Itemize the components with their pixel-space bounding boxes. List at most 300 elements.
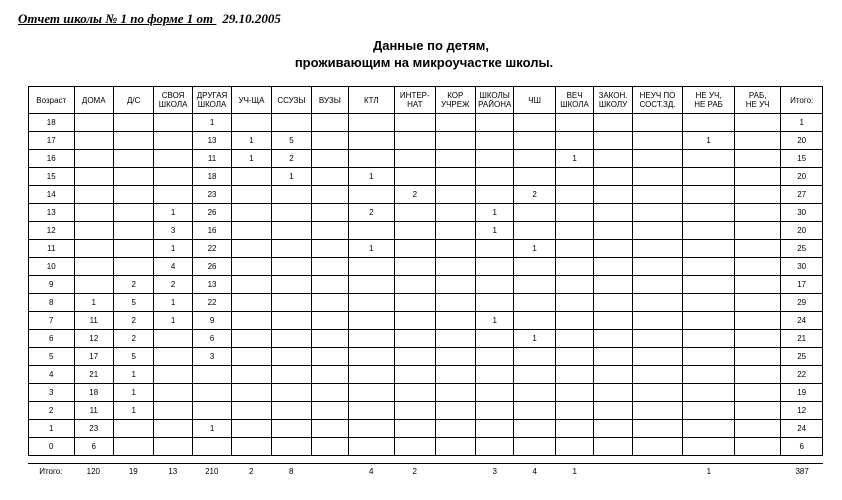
table-cell [555, 276, 593, 294]
total-cell: 387 [795, 466, 809, 476]
column-header-line: ДОМА [81, 95, 106, 105]
table-cell: 17 [74, 348, 113, 366]
table-cell [435, 186, 475, 204]
table-cell: 26 [192, 204, 231, 222]
table-cell [395, 222, 435, 240]
table-cell [113, 186, 153, 204]
table-cell [632, 384, 683, 402]
table-cell [154, 402, 192, 420]
column-header-line: Д/С [126, 95, 141, 105]
table-cell: 22 [781, 366, 823, 384]
table-cell [113, 258, 153, 276]
table-cell [475, 384, 513, 402]
age-cell: 0 [29, 438, 75, 456]
total-cell [735, 464, 782, 479]
table-row [29, 114, 823, 132]
table-cell: 2 [113, 276, 153, 294]
table-cell [232, 168, 271, 186]
table-cell [232, 402, 271, 420]
age-cell: 13 [29, 204, 75, 222]
table-cell [192, 384, 231, 402]
table-cell: 1 [348, 168, 395, 186]
table-cell [594, 186, 632, 204]
table-cell [435, 384, 475, 402]
table-cell [271, 348, 311, 366]
table-cell [271, 186, 311, 204]
age-cell: 5 [29, 348, 75, 366]
table-cell [734, 204, 781, 222]
table-cell: 11 [74, 402, 113, 420]
table-row [29, 402, 823, 420]
column-header-line: ЗАКОН. [598, 91, 628, 100]
table-cell [594, 150, 632, 168]
table-cell [312, 384, 348, 402]
table-cell [514, 276, 555, 294]
table-cell [348, 258, 395, 276]
column-header-line: НЕ УЧ, [695, 91, 722, 100]
table-cell [348, 402, 395, 420]
table-cell: 9 [192, 312, 231, 330]
table-cell: 1 [232, 132, 271, 150]
table-row [29, 438, 823, 456]
table-cell [632, 222, 683, 240]
table-cell [514, 420, 555, 438]
table-cell [734, 168, 781, 186]
table-cell [632, 204, 683, 222]
column-header-line: УЧРЕЖ [441, 100, 470, 109]
table-cell [232, 276, 271, 294]
table-cell [734, 420, 781, 438]
table-cell: 1 [192, 420, 231, 438]
table-cell [435, 438, 475, 456]
table-row [29, 330, 823, 348]
table-cell [74, 240, 113, 258]
table-cell [232, 240, 271, 258]
table-cell [594, 132, 632, 150]
table-cell [395, 384, 435, 402]
column-header [475, 87, 513, 114]
table-cell [154, 366, 192, 384]
table-cell: 2 [348, 204, 395, 222]
table-cell: 1 [475, 312, 513, 330]
table-cell [435, 258, 475, 276]
table-cell: 3 [192, 348, 231, 366]
table-cell [113, 168, 153, 186]
table-cell [475, 150, 513, 168]
table-cell [395, 438, 435, 456]
total-cell [311, 464, 347, 479]
table-cell: 23 [192, 186, 231, 204]
table-cell [594, 420, 632, 438]
table-cell [74, 150, 113, 168]
table-cell [232, 204, 271, 222]
table-cell [514, 438, 555, 456]
column-header [435, 87, 475, 114]
table-cell [632, 402, 683, 420]
table-cell [435, 312, 475, 330]
table-cell [312, 258, 348, 276]
table-cell [348, 312, 395, 330]
table-cell [435, 402, 475, 420]
age-cell: 7 [29, 312, 75, 330]
table-cell: 2 [113, 312, 153, 330]
table-cell [514, 294, 555, 312]
table-cell: 18 [192, 168, 231, 186]
table-cell [271, 276, 311, 294]
table-cell: 2 [154, 276, 192, 294]
title-line-1: Данные по детям, [372, 38, 490, 53]
column-header-line: ССУЗЫ [277, 95, 306, 105]
table-cell [348, 132, 395, 150]
table-cell [475, 258, 513, 276]
table-cell [734, 330, 781, 348]
total-cell [632, 464, 683, 479]
table-cell [475, 330, 513, 348]
table-cell [312, 240, 348, 258]
table-cell [632, 240, 683, 258]
table-cell: 6 [781, 438, 823, 456]
table-cell [594, 438, 632, 456]
table-cell [74, 258, 113, 276]
table-cell [594, 240, 632, 258]
table-cell [348, 222, 395, 240]
table-cell [348, 384, 395, 402]
column-header-line: СОСТ.ЗД. [639, 100, 676, 109]
table-cell [271, 240, 311, 258]
table-cell [683, 240, 735, 258]
column-header [348, 87, 395, 114]
column-header-line: СВОЯ [161, 91, 185, 100]
table-cell: 24 [781, 420, 823, 438]
table-cell [113, 222, 153, 240]
table-cell [271, 204, 311, 222]
table-cell [395, 150, 435, 168]
table-cell [683, 150, 735, 168]
report-label: Отчет школы № 1 по форме 1 от [18, 11, 217, 26]
table-cell [312, 420, 348, 438]
table-cell [232, 294, 271, 312]
table-cell [232, 186, 271, 204]
age-cell: 10 [29, 258, 75, 276]
table-cell [734, 258, 781, 276]
table-cell [312, 366, 348, 384]
table-cell [435, 294, 475, 312]
table-cell [683, 438, 735, 456]
table-cell [395, 276, 435, 294]
column-header-line: ДРУГАЯ [196, 91, 228, 100]
table-cell [555, 384, 593, 402]
table-cell [154, 186, 192, 204]
table-cell [271, 114, 311, 132]
table-cell [435, 168, 475, 186]
table-cell [514, 114, 555, 132]
table-cell [475, 420, 513, 438]
column-header [312, 87, 348, 114]
column-header [113, 87, 153, 114]
table-cell [555, 294, 593, 312]
totals-table [28, 463, 823, 478]
table-cell [555, 240, 593, 258]
table-cell [232, 348, 271, 366]
table-cell [154, 330, 192, 348]
table-cell [312, 294, 348, 312]
table-cell: 3 [154, 222, 192, 240]
table-row [29, 132, 823, 150]
table-cell [271, 420, 311, 438]
column-header [594, 87, 632, 114]
table-cell: 26 [192, 258, 231, 276]
table-cell [271, 384, 311, 402]
table-cell [734, 276, 781, 294]
age-cell: 1 [29, 420, 75, 438]
table-cell [154, 150, 192, 168]
column-header-line: НЕ УЧ [745, 100, 770, 109]
table-cell [683, 330, 735, 348]
age-cell: 9 [29, 276, 75, 294]
column-header-line: КОР [447, 91, 464, 100]
table-cell [594, 258, 632, 276]
total-cell: 2 [249, 466, 254, 476]
table-cell [475, 402, 513, 420]
table-cell [395, 366, 435, 384]
table-cell: 22 [192, 240, 231, 258]
table-cell: 30 [781, 204, 823, 222]
table-cell [348, 348, 395, 366]
table-cell [734, 294, 781, 312]
table-cell [113, 132, 153, 150]
table-cell [113, 114, 153, 132]
table-cell [475, 276, 513, 294]
table-cell [683, 348, 735, 366]
table-row [29, 384, 823, 402]
column-header [632, 87, 683, 114]
table-cell [475, 114, 513, 132]
table-cell [734, 150, 781, 168]
table-cell: 2 [271, 150, 311, 168]
table-cell [312, 222, 348, 240]
table-cell [683, 276, 735, 294]
column-header-line: НЕ РАБ [694, 100, 723, 109]
age-cell: 14 [29, 186, 75, 204]
table-cell [632, 348, 683, 366]
table-cell: 19 [781, 384, 823, 402]
total-cell [435, 464, 476, 479]
table-cell [271, 366, 311, 384]
table-cell [594, 294, 632, 312]
column-header [683, 87, 735, 114]
table-cell: 27 [781, 186, 823, 204]
table-cell [232, 438, 271, 456]
total-cell: 1 [706, 466, 712, 476]
table-cell [683, 186, 735, 204]
table-cell: 5 [113, 348, 153, 366]
table-cell [348, 420, 395, 438]
table-cell [348, 330, 395, 348]
table-cell [154, 384, 192, 402]
table-cell [555, 420, 593, 438]
total-cell: 4 [369, 466, 374, 476]
table-cell: 1 [154, 240, 192, 258]
column-header-line: РАЙОНА [478, 100, 512, 109]
table-cell [632, 150, 683, 168]
table-cell: 17 [781, 276, 823, 294]
table-cell [154, 438, 192, 456]
total-cell: 1 [572, 466, 577, 476]
age-cell: 8 [29, 294, 75, 312]
table-cell [232, 330, 271, 348]
table-cell [734, 186, 781, 204]
table-cell [435, 330, 475, 348]
table-cell [395, 114, 435, 132]
table-cell [514, 150, 555, 168]
table-cell [683, 222, 735, 240]
table-cell [475, 294, 513, 312]
table-cell [74, 204, 113, 222]
age-cell: 6 [29, 330, 75, 348]
table-cell [514, 132, 555, 150]
table-cell [113, 420, 153, 438]
table-cell [475, 168, 513, 186]
table-row [29, 276, 823, 294]
table-cell [312, 312, 348, 330]
table-cell: 1 [271, 168, 311, 186]
totals-row [28, 464, 823, 479]
table-cell [514, 366, 555, 384]
table-cell [632, 186, 683, 204]
column-header-line: ШКОЛА [560, 100, 589, 109]
table-cell [74, 222, 113, 240]
table-cell [232, 384, 271, 402]
table-cell [271, 312, 311, 330]
table-cell: 2 [395, 186, 435, 204]
column-header [232, 87, 271, 114]
table-cell [435, 366, 475, 384]
table-cell [395, 312, 435, 330]
table-cell [395, 330, 435, 348]
table-cell: 18 [74, 384, 113, 402]
table-cell [594, 312, 632, 330]
table-cell [555, 222, 593, 240]
table-cell: 1 [154, 312, 192, 330]
table-cell [395, 240, 435, 258]
table-cell [271, 438, 311, 456]
table-cell [594, 276, 632, 294]
table-cell: 20 [781, 168, 823, 186]
table-cell: 21 [781, 330, 823, 348]
table-cell [271, 402, 311, 420]
table-cell [555, 168, 593, 186]
table-cell: 5 [271, 132, 311, 150]
table-cell [435, 240, 475, 258]
table-cell [555, 438, 593, 456]
table-cell: 16 [192, 222, 231, 240]
age-cell: 4 [29, 366, 75, 384]
table-cell [113, 240, 153, 258]
table-cell: 13 [192, 276, 231, 294]
table-cell [734, 222, 781, 240]
table-cell [683, 420, 735, 438]
column-header [74, 87, 113, 114]
table-cell [683, 402, 735, 420]
table-cell [232, 366, 271, 384]
table-cell: 1 [154, 294, 192, 312]
table-cell [475, 366, 513, 384]
table-cell [514, 348, 555, 366]
table-cell [348, 186, 395, 204]
table-row [29, 312, 823, 330]
table-cell [555, 204, 593, 222]
table-cell [154, 114, 192, 132]
table-row [29, 366, 823, 384]
table-cell [632, 258, 683, 276]
table-cell [192, 402, 231, 420]
table-cell [632, 114, 683, 132]
column-header-line: КТЛ [364, 95, 379, 105]
total-cell: 210 [205, 466, 219, 476]
table-cell [435, 348, 475, 366]
total-cell: 8 [289, 466, 294, 476]
report-header [18, 11, 281, 27]
table-cell [594, 114, 632, 132]
table-cell [435, 114, 475, 132]
table-cell [312, 204, 348, 222]
column-header-line: ШКОЛА [158, 100, 188, 109]
age-cell: 16 [29, 150, 75, 168]
table-cell [232, 258, 271, 276]
title-line-2: проживающим на микроучастке школы. [294, 55, 554, 70]
table-cell [594, 366, 632, 384]
table-cell [632, 294, 683, 312]
table-cell [594, 168, 632, 186]
column-header-line: ВЕЧ [566, 91, 583, 100]
table-cell [154, 348, 192, 366]
table-cell: 21 [74, 366, 113, 384]
column-header-line: ШКОЛУ [598, 100, 628, 109]
table-cell [312, 402, 348, 420]
table-cell [632, 276, 683, 294]
age-cell: 2 [29, 402, 75, 420]
totals-label: Итого: [39, 466, 63, 476]
column-header [734, 87, 781, 114]
table-cell [312, 276, 348, 294]
column-header [271, 87, 311, 114]
table-cell [514, 222, 555, 240]
table-row [29, 258, 823, 276]
column-header-line: УЧ-ЩА [238, 95, 265, 105]
table-cell [232, 222, 271, 240]
table-cell: 1 [113, 384, 153, 402]
table-cell [395, 402, 435, 420]
table-cell [683, 168, 735, 186]
total-cell [594, 464, 632, 479]
table-row [29, 150, 823, 168]
age-cell: 11 [29, 240, 75, 258]
table-cell: 20 [781, 132, 823, 150]
table-cell [683, 204, 735, 222]
table-cell [192, 366, 231, 384]
report-date: 29.10.2005 [222, 11, 281, 26]
table-cell [312, 150, 348, 168]
table-cell: 11 [192, 150, 231, 168]
column-header-line: ИНТЕР- [399, 91, 430, 100]
table-cell: 12 [74, 330, 113, 348]
table-header-row [29, 87, 823, 114]
total-cell: 2 [412, 466, 417, 476]
column-header [514, 87, 555, 114]
column-header-line: НЕУЧ ПО [639, 91, 676, 100]
table-cell [271, 294, 311, 312]
table-cell [594, 330, 632, 348]
